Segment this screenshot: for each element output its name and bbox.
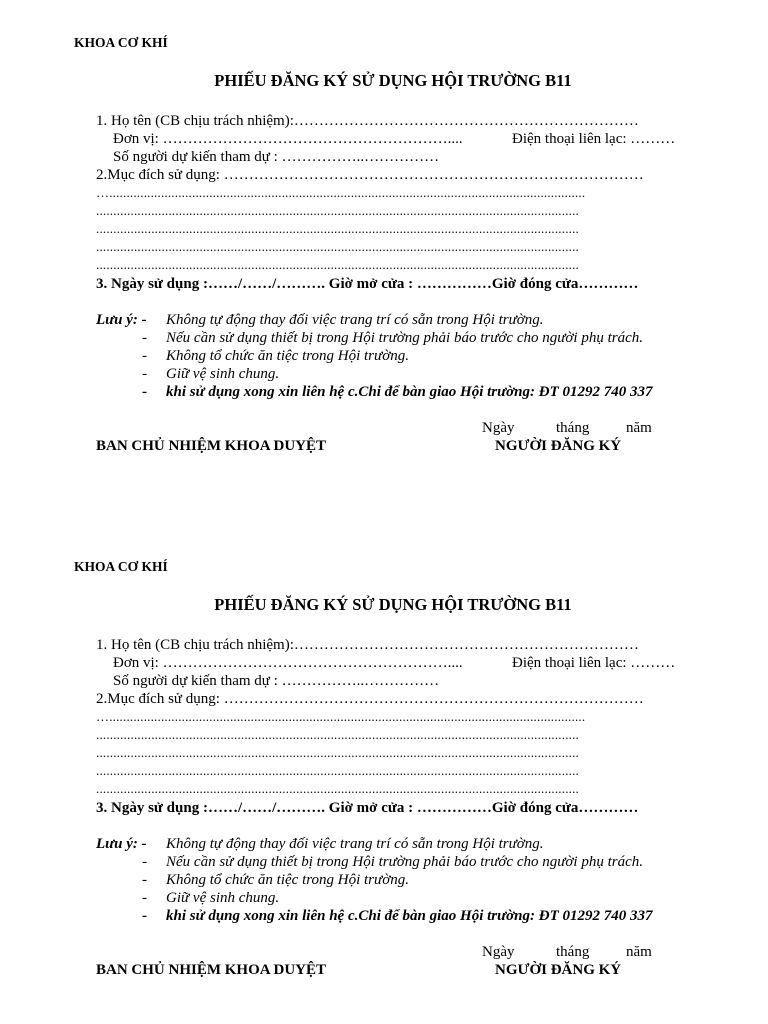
unit-line: Đơn vị: ………………………………………………….... [113,131,463,147]
note-item: Không tổ chức ăn tiệc trong Hội trường. [166,348,409,364]
attendee-count-line: Số người dự kiến tham dự : ……………..…………… [113,149,440,165]
note-dash: - [142,366,147,382]
purpose-dotted-line: ….......................................................................................................................................... [96,186,586,199]
note-dash: - [142,384,147,400]
note-dash: - [142,872,147,888]
note-label: Lưu ý: - [96,836,147,852]
note-label: Lưu ý: - [96,312,147,328]
purpose-dotted-line: ............................................................................................................................................ [96,222,579,235]
responsible-name-line: 1. Họ tên (CB chịu trách nhiệm):…………………………………………………………… [96,113,639,129]
purpose-dotted-line: ............................................................................................................................................ [96,764,579,777]
registration-form-2 [0,524,768,1024]
usage-date-line: 3. Ngày sử dụng :……/……/………. Giờ mở cửa : ……………Giờ đóng cửa………… [96,800,639,816]
registrant-signature-label: NGƯỜI ĐĂNG KÝ [495,962,622,978]
attendee-count-line: Số người dự kiến tham dự : ……………..…………… [113,673,440,689]
date-day-label: Ngày [482,944,515,960]
note-item-contact: khi sử dụng xong xin liên hệ c.Chi để bàn giao Hội trường: ĐT 01292 740 337 [166,384,653,400]
faculty-name: KHOA CƠ KHÍ [74,35,168,50]
note-item: Không tổ chức ăn tiệc trong Hội trường. [166,872,409,888]
phone-line: Điện thoại liên lạc: ……… [512,655,676,671]
purpose-dotted-line: ............................................................................................................................................ [96,746,579,759]
purpose-line: 2.Mục đích sử dụng: ………………………………………………………………………… [96,691,644,707]
note-item-contact: khi sử dụng xong xin liên hệ c.Chi để bàn giao Hội trường: ĐT 01292 740 337 [166,908,653,924]
registration-form-1 [0,0,768,500]
purpose-line: 2.Mục đích sử dụng: ………………………………………………………………………… [96,167,644,183]
form-title: PHIẾU ĐĂNG KÝ SỬ DỤNG HỘI TRƯỜNG B11 [214,595,572,614]
unit-line: Đơn vị: ………………………………………………….... [113,655,463,671]
date-month-label: tháng [556,944,590,960]
note-item: Không tự động thay đối việc trang trí có sẵn trong Hội trường. [166,312,544,328]
note-item: Không tự động thay đối việc trang trí có sẵn trong Hội trường. [166,836,544,852]
note-item: Nếu cần sử dụng thiết bị trong Hội trường phải báo trước cho người phụ trách. [166,330,643,346]
purpose-dotted-line: ............................................................................................................................................ [96,258,579,271]
note-dash: - [142,330,147,346]
registrant-signature-label: NGƯỜI ĐĂNG KÝ [495,438,622,454]
usage-date-line: 3. Ngày sử dụng :……/……/………. Giờ mở cửa : ……………Giờ đóng cửa………… [96,276,639,292]
faculty-name: KHOA CƠ KHÍ [74,559,168,574]
date-month-label: tháng [556,420,590,436]
note-dash: - [142,908,147,924]
purpose-dotted-line: ….......................................................................................................................................... [96,710,586,723]
note-item: Giữ vệ sinh chung. [166,890,280,906]
note-item: Giữ vệ sinh chung. [166,366,280,382]
purpose-dotted-line: ............................................................................................................................................ [96,204,579,217]
form-title: PHIẾU ĐĂNG KÝ SỬ DỤNG HỘI TRƯỜNG B11 [214,71,572,90]
note-dash: - [142,890,147,906]
purpose-dotted-line: ............................................................................................................................................ [96,728,579,741]
purpose-dotted-line: ............................................................................................................................................ [96,782,579,795]
phone-line: Điện thoại liên lạc: ……… [512,131,676,147]
note-dash: - [142,348,147,364]
approval-signature-label: BAN CHỦ NHIỆM KHOA DUYỆT [96,962,327,978]
note-dash: - [142,854,147,870]
purpose-dotted-line: ............................................................................................................................................ [96,240,579,253]
date-day-label: Ngày [482,420,515,436]
note-item: Nếu cần sử dụng thiết bị trong Hội trường phải báo trước cho người phụ trách. [166,854,643,870]
approval-signature-label: BAN CHỦ NHIỆM KHOA DUYỆT [96,438,327,454]
responsible-name-line: 1. Họ tên (CB chịu trách nhiệm):…………………………………………………………… [96,637,639,653]
date-year-label: năm [626,944,652,960]
date-year-label: năm [626,420,652,436]
